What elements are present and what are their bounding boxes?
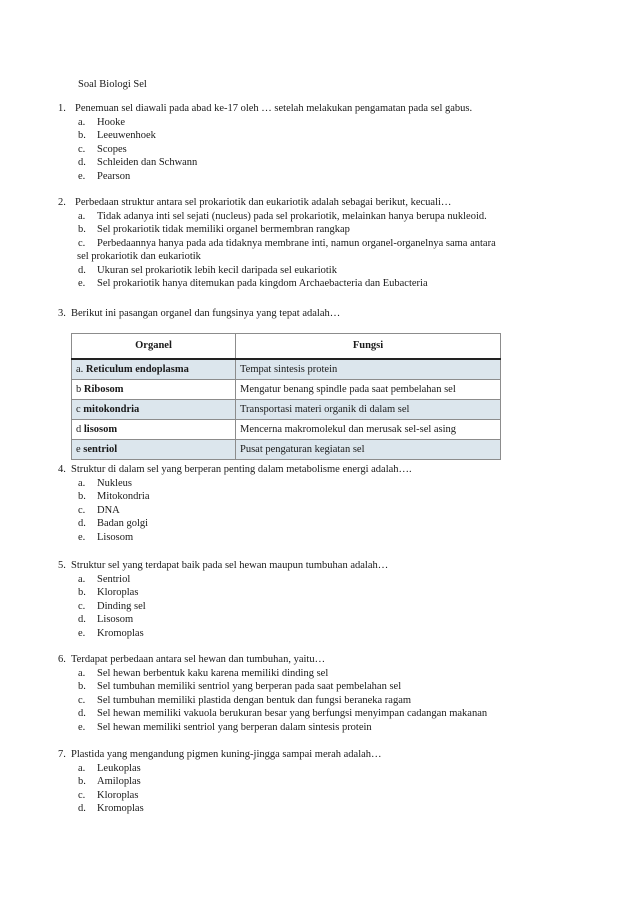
fungsi-cell: Transportasi materi organik di dalam sel: [236, 400, 501, 420]
option-letter: e.: [78, 531, 86, 543]
option-letter: c.: [78, 694, 86, 706]
row-prefix: c: [76, 403, 84, 415]
question-number: 6.: [58, 654, 66, 665]
table-row: [72, 440, 501, 460]
option-item: [78, 210, 558, 224]
question-number: 3.: [58, 308, 66, 319]
option-text: Lisosom: [97, 614, 134, 625]
option-item: [78, 237, 558, 251]
option-text: Sentriol: [97, 573, 131, 585]
question-stem: [58, 653, 558, 667]
option-item: [78, 223, 558, 237]
question-text: Terdapat perbedaan antara sel hewan dan tumbuhan, yaitu…: [71, 654, 326, 665]
option-item: [78, 586, 558, 600]
option-letter: a.: [78, 210, 86, 222]
option-item: [78, 680, 558, 694]
option-letter: c.: [78, 504, 86, 516]
option-text: DNA: [97, 504, 120, 516]
option-text: Badan golgi: [97, 518, 149, 529]
option-item: [78, 707, 558, 721]
option-text: Sel tumbuhan memiliki plastida dengan bentuk dan fungsi beraneka ragam: [97, 694, 412, 706]
option-letter: d.: [78, 264, 86, 276]
organel-cell: [72, 359, 236, 380]
option-item: [78, 667, 558, 681]
fungsi-cell: Pusat pengaturan kegiatan sel: [236, 440, 501, 460]
option-letter: e.: [78, 170, 86, 182]
option-text: Schleiden dan Schwann: [97, 157, 198, 168]
option-item: [78, 477, 558, 491]
organel-cell: [72, 400, 236, 420]
organel-table: [71, 333, 501, 460]
option-letter: e.: [78, 627, 86, 639]
question-2: [58, 196, 558, 291]
option-text: Sel tumbuhan memiliki sentriol yang berperan pada saat pembelahan sel: [97, 681, 402, 692]
question-3: [58, 307, 558, 321]
option-item: [78, 627, 558, 641]
organel-cell: [72, 440, 236, 460]
option-text: Mitokondria: [97, 491, 150, 502]
question-number: 5.: [58, 560, 66, 571]
option-text: Leukoplas: [97, 762, 141, 774]
option-letter: a.: [78, 762, 86, 774]
option-continuation: [77, 250, 558, 264]
option-letter: d.: [78, 803, 86, 814]
option-letter: d.: [78, 708, 86, 719]
option-text: Nukleus: [97, 477, 132, 489]
fungsi-cell: Tempat sintesis protein: [236, 359, 501, 380]
question-stem: [58, 463, 558, 477]
table-row: [72, 420, 501, 440]
question-stem: [58, 196, 558, 210]
row-prefix: b: [76, 383, 84, 395]
fungsi-cell: Mengatur benang spindle pada saat pembelahan sel: [236, 380, 501, 400]
option-item: [78, 504, 558, 518]
option-letter: b.: [78, 776, 86, 787]
option-letter: d.: [78, 518, 86, 529]
option-list: [78, 573, 558, 641]
organel-name: Ribosom: [83, 383, 124, 395]
option-letter: a.: [78, 573, 86, 585]
option-list: [78, 477, 558, 545]
organel-name: mitokondria: [83, 403, 140, 415]
option-item: [78, 143, 558, 157]
question-text: Berikut ini pasangan organel dan fungsinya yang tepat adalah…: [71, 308, 341, 319]
question-stem: [58, 748, 558, 762]
option-item: [78, 531, 558, 545]
option-letter: c.: [78, 789, 86, 801]
option-text: Sel prokariotik hanya ditemukan pada kingdom Archaebacteria dan Eubacteria: [97, 278, 428, 289]
question-stem: [58, 559, 558, 573]
option-text: Kromoplas: [97, 627, 144, 639]
option-item: [78, 517, 558, 531]
organel-name: Reticulum endoplasma: [85, 363, 189, 375]
option-list: [78, 667, 558, 735]
option-text: Kloroplas: [97, 789, 139, 801]
table-row: [72, 400, 501, 420]
option-letter: d.: [78, 614, 86, 625]
document-title: Soal Biologi Sel: [78, 79, 147, 90]
question-stem: [58, 102, 558, 116]
option-text: Sel hewan memiliki sentriol yang berperan dalam sintesis protein: [97, 721, 372, 733]
option-item: [78, 694, 558, 708]
option-letter: c.: [78, 600, 86, 612]
column-header-fungsi: Fungsi: [236, 334, 501, 360]
question-number: 4.: [58, 464, 66, 475]
question-number: 1.: [58, 103, 66, 114]
table-row: [72, 359, 501, 380]
option-item: [78, 573, 558, 587]
question-number: 7.: [58, 749, 66, 760]
option-text: Scopes: [97, 143, 127, 155]
question-number: 2.: [58, 197, 66, 208]
question-5: [58, 559, 558, 640]
option-text: Amiloplas: [97, 776, 141, 787]
option-item: [78, 721, 558, 735]
option-letter: d.: [78, 157, 86, 168]
option-text-continued: sel prokariotik dan eukariotik: [77, 251, 201, 262]
row-prefix: e: [76, 443, 84, 455]
option-text: Pearson: [97, 170, 131, 182]
option-letter: b.: [78, 491, 86, 502]
option-letter: b.: [78, 130, 86, 141]
option-text: Tidak adanya inti sel sejati (nucleus) pada sel prokariotik, melainkan hanya berupa nukleoid.: [97, 210, 487, 222]
option-letter: a.: [78, 667, 86, 679]
question-stem: [58, 307, 558, 321]
option-item: [78, 156, 558, 170]
column-header-organel: Organel: [72, 334, 236, 360]
option-item: [78, 762, 558, 776]
question-text: Penemuan sel diawali pada abad ke-17 oleh … setelah melakukan pengamatan pada sel gabus.: [75, 103, 473, 114]
option-letter: e.: [78, 278, 86, 289]
question-text: Struktur sel yang terdapat baik pada sel hewan maupun tumbuhan adalah…: [71, 560, 389, 571]
question-text: Perbedaan struktur antara sel prokariotik dan eukariotik adalah sebagai berikut, kecuali…: [75, 197, 452, 208]
fungsi-cell: Mencerna makromolekul dan merusak sel-sel asing: [236, 420, 501, 440]
option-text: Kromoplas: [97, 803, 144, 814]
option-item: [78, 116, 558, 130]
question-7: [58, 748, 558, 816]
table-header-row: [72, 334, 501, 360]
question-text: Struktur di dalam sel yang berperan penting dalam metabolisme energi adalah….: [71, 464, 412, 475]
option-item: [78, 789, 558, 803]
option-item: [78, 613, 558, 627]
option-text: Sel prokariotik tidak memiliki organel bermembran rangkap: [97, 224, 350, 235]
option-text: Dinding sel: [97, 600, 146, 612]
option-letter: b.: [78, 587, 86, 598]
row-prefix: a.: [76, 363, 86, 375]
organel-cell: [72, 420, 236, 440]
option-letter: c.: [78, 237, 86, 249]
option-item: [78, 129, 558, 143]
option-text: Leeuwenhoek: [97, 130, 156, 141]
organel-name: lisosom: [83, 423, 118, 435]
option-item: [78, 490, 558, 504]
row-prefix: d: [76, 423, 84, 435]
option-letter: a.: [78, 477, 86, 489]
organel-cell: [72, 380, 236, 400]
option-letter: b.: [78, 681, 86, 692]
option-item: [78, 600, 558, 614]
option-list: [78, 762, 558, 816]
option-text: Ukuran sel prokariotik lebih kecil daripada sel eukariotik: [97, 264, 337, 276]
option-letter: e.: [78, 721, 86, 733]
option-text: Perbedaannya hanya pada ada tidaknya membrane inti, namun organel-organelnya sama antara: [97, 237, 496, 249]
option-item: [78, 170, 558, 184]
organel-name: sentriol: [83, 443, 118, 455]
option-text: Sel hewan berbentuk kaku karena memiliki dinding sel: [97, 667, 329, 679]
option-letter: a.: [78, 116, 86, 128]
option-list: [78, 210, 558, 291]
question-text: Plastida yang mengandung pigmen kuning-jingga sampai merah adalah…: [71, 749, 382, 760]
option-item: [78, 264, 558, 278]
option-item: [78, 277, 558, 291]
question-1: [58, 102, 558, 183]
option-text: Sel hewan memiliki vakuola berukuran besar yang berfungsi menyimpan cadangan makanan: [97, 708, 488, 719]
option-text: Hooke: [97, 116, 125, 128]
option-list: [78, 116, 558, 184]
table-row: [72, 380, 501, 400]
question-4: [58, 463, 558, 544]
option-item: [78, 775, 558, 789]
option-letter: c.: [78, 143, 86, 155]
question-6: [58, 653, 558, 734]
option-text: Kloroplas: [97, 587, 139, 598]
option-item: [78, 802, 558, 816]
option-text: Lisosom: [97, 531, 134, 543]
option-letter: b.: [78, 224, 86, 235]
